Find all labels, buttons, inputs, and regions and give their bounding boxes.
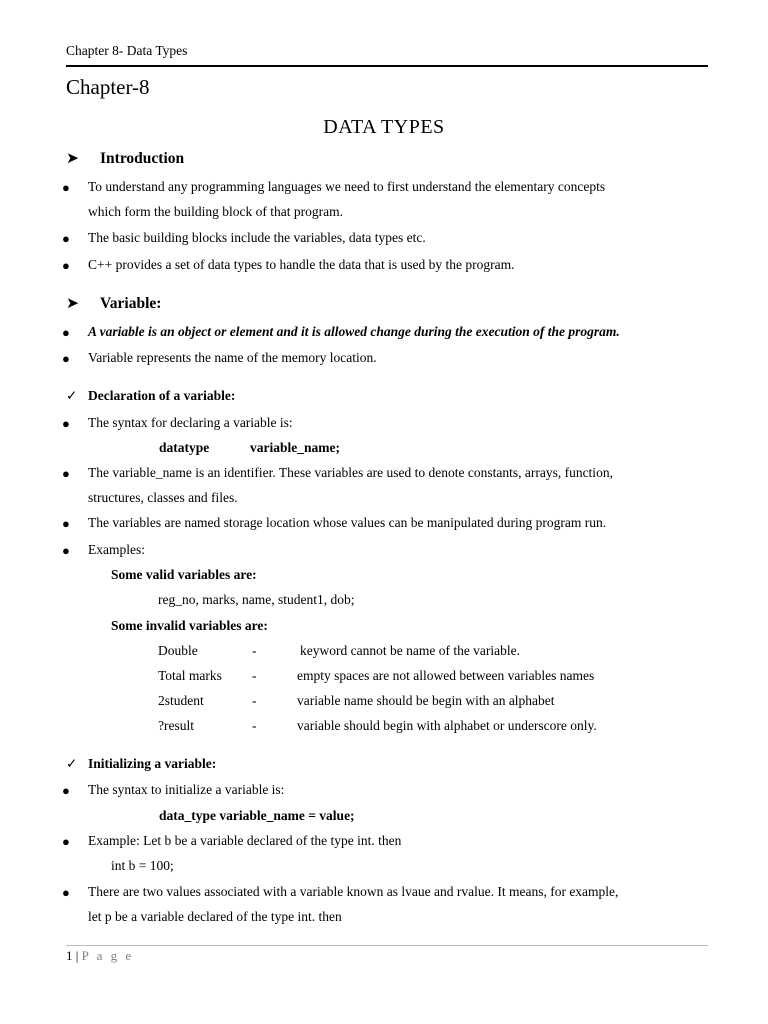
list-item-continuation: structures, classes and files.: [88, 490, 238, 505]
invalid-reason: keyword cannot be name of the variable.: [300, 643, 521, 658]
list-item: The syntax for declaring a variable is:: [88, 415, 293, 430]
section-heading-text: Introduction: [100, 150, 185, 167]
list-item-continuation: let p be a variable declared of the type int. then: [88, 909, 342, 924]
bullet-icon: ●: [62, 516, 70, 531]
subheading-initializing: [66, 756, 216, 772]
list-item: The variables are named storage location whose values can be manipulated during program run.: [88, 515, 607, 530]
footer-separator: |: [75, 948, 79, 963]
invalid-reason: empty spaces are not allowed between variables names: [297, 668, 595, 683]
subheading-text: Declaration of a variable:: [88, 388, 236, 403]
syntax-variable-name: variable_name;: [250, 440, 340, 455]
page-word: P a g e: [81, 948, 134, 963]
invalid-name: ?result: [158, 718, 194, 733]
bullet-icon: ●: [62, 543, 70, 558]
list-item: The basic building blocks include the variables, data types etc.: [88, 230, 426, 245]
invalid-reason: variable should begin with alphabet or underscore only.: [297, 718, 597, 733]
running-header: Chapter 8- Data Types: [66, 43, 188, 58]
list-item: There are two values associated with a variable known as lvaue and rvalue. It means, for example,: [88, 884, 619, 899]
valid-variables-list: reg_no, marks, name, student1, dob;: [158, 592, 355, 607]
arrow-bullet-icon: ➤: [66, 295, 79, 312]
list-item: C++ provides a set of data types to handle the data that is used by the program.: [88, 257, 515, 272]
invalid-name: 2student: [158, 693, 204, 708]
section-heading-text: Variable:: [100, 295, 162, 312]
section-heading-introduction: [66, 149, 184, 168]
syntax-datatype: datatype: [159, 440, 210, 455]
initialize-syntax: data_type variable_name = value;: [159, 808, 355, 823]
valid-variables-heading: Some valid variables are:: [111, 567, 257, 582]
list-item: Examples:: [88, 542, 145, 557]
bullet-icon: ●: [62, 231, 70, 246]
list-item-continuation: which form the building block of that program.: [88, 204, 343, 219]
list-item: The variable_name is an identifier. These variables are used to denote constants, arrays, function,: [88, 465, 613, 480]
checkmark-icon: ✓: [66, 388, 78, 403]
bullet-icon: ●: [62, 351, 70, 366]
section-heading-variable: [66, 294, 161, 313]
invalid-variables-heading: Some invalid variables are:: [111, 618, 268, 633]
list-item: The syntax to initialize a variable is:: [88, 782, 285, 797]
chapter-label: Chapter-8: [66, 75, 150, 99]
list-item: To understand any programming languages we need to first understand the elementary concepts: [88, 179, 606, 194]
bullet-icon: ●: [62, 466, 70, 481]
variable-definition: A variable is an object or element and it is allowed change during the execution of the program.: [88, 324, 620, 339]
bullet-icon: ●: [62, 416, 70, 431]
page-footer: [66, 948, 134, 964]
footer-rule: [66, 945, 708, 946]
arrow-bullet-icon: ➤: [66, 150, 79, 167]
list-item: Variable represents the name of the memory location.: [88, 350, 377, 365]
invalid-dash: -: [252, 668, 257, 683]
bullet-icon: ●: [62, 834, 70, 849]
subheading-text: Initializing a variable:: [88, 756, 217, 771]
invalid-dash: -: [252, 643, 257, 658]
page-number: 1: [66, 948, 73, 963]
list-item: Example: Let b be a variable declared of the type int. then: [88, 833, 402, 848]
code-example: int b = 100;: [111, 858, 174, 873]
bullet-icon: ●: [62, 258, 70, 273]
bullet-icon: ●: [62, 783, 70, 798]
invalid-dash: -: [252, 693, 257, 708]
bullet-icon: ●: [62, 885, 70, 900]
bullet-icon: ●: [62, 180, 70, 195]
page-title: DATA TYPES: [323, 116, 445, 138]
invalid-dash: -: [252, 718, 257, 733]
invalid-name: Total marks: [158, 668, 222, 683]
bullet-icon: ●: [62, 325, 70, 340]
invalid-reason: variable name should be begin with an alphabet: [297, 693, 555, 708]
invalid-name: Double: [158, 643, 198, 658]
checkmark-icon: ✓: [66, 756, 78, 771]
subheading-declaration: [66, 388, 235, 404]
header-rule: [66, 65, 708, 67]
